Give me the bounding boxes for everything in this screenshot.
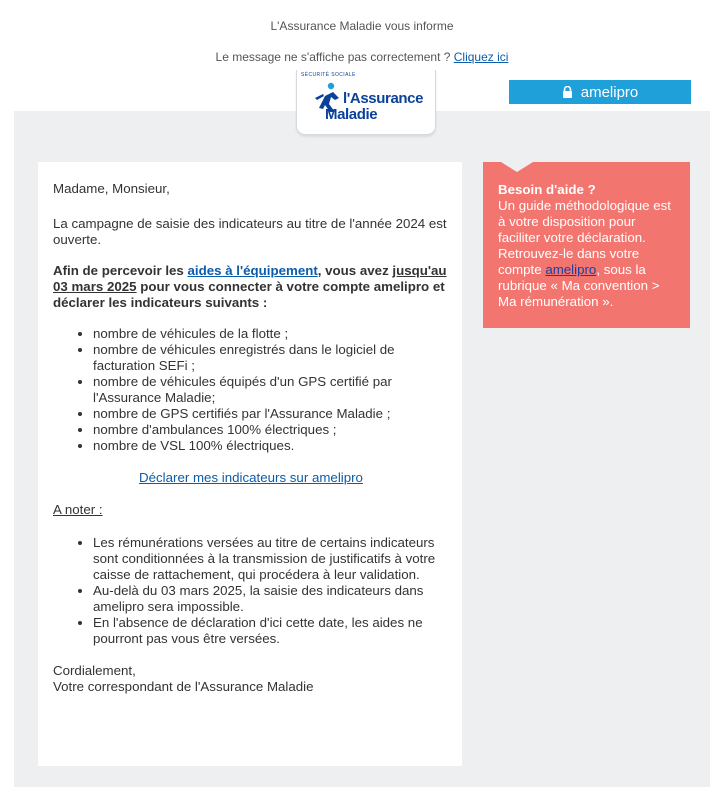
- help-amelipro-link[interactable]: amelipro: [545, 262, 597, 277]
- deadline-paragraph: [53, 263, 449, 311]
- deadline-text-c: pour vous connecter à votre compte amelipro et déclarer les indicateurs suivants :: [53, 279, 445, 310]
- preheader-text: L'Assurance Maladie vous informe: [270, 19, 454, 33]
- cta-paragraph: [53, 470, 449, 486]
- letter-card: [38, 162, 462, 766]
- logo-arc-text: SÉCURITÉ SOCIALE: [301, 72, 356, 78]
- amelipro-button-label: amelipro: [580, 83, 639, 101]
- deadline-date: jusqu'au 03 mars 2025: [53, 263, 447, 294]
- list-item: • nombre de GPS certifiés par l'Assurance Maladie ;: [93, 406, 449, 422]
- view-online-line: [0, 50, 724, 64]
- help-text: [498, 198, 680, 310]
- closing: Cordialement,: [53, 663, 136, 678]
- intro-paragraph: La campagne de saisie des indicateurs au titre de l'année 2024 est ouverte.: [53, 216, 447, 247]
- indicators-list: [53, 326, 449, 454]
- lock-icon: [562, 86, 573, 98]
- signature: Votre correspondant de l'Assurance Maladie: [53, 679, 314, 694]
- list-item: • nombre de véhicules équipés d'un GPS certifié par l'Assurance Maladie;: [93, 374, 449, 406]
- help-content: [498, 182, 680, 310]
- list-item: • Au-delà du 03 mars 2025, la saisie des indicateurs dans amelipro sera impossible.: [93, 583, 449, 615]
- notes-list: [53, 535, 449, 647]
- view-online-link[interactable]: Cliquez ici: [453, 50, 509, 64]
- help-box: [483, 162, 690, 328]
- greeting: Madame, Monsieur,: [53, 181, 170, 196]
- amelipro-button[interactable]: [509, 80, 691, 104]
- deadline-text-b: , vous avez: [317, 263, 393, 278]
- logo-text-line1: l'Assurance: [343, 90, 424, 107]
- help-box-notch: [501, 162, 533, 172]
- list-item: • nombre d'ambulances 100% électriques ;: [93, 422, 449, 438]
- letter-content: [53, 181, 449, 695]
- help-text-b: , sous la rubrique « Ma convention > Ma rémunération ».: [498, 262, 660, 309]
- list-item: • En l'absence de déclaration d'ici cette date, les aides ne pourront pas vous être versées.: [93, 615, 449, 647]
- list-item: • nombre de VSL 100% électriques.: [93, 438, 449, 454]
- help-text-a: Un guide méthodologique est à votre disposition pour faciliter votre déclaration. Retrouvez-le dans votre compte: [498, 198, 671, 277]
- aides-equipement-link[interactable]: aides à l'équipement: [187, 263, 318, 278]
- logo-text-line2: Maladie: [325, 106, 378, 123]
- declare-indicators-link[interactable]: Déclarer mes indicateurs sur amelipro: [139, 470, 363, 485]
- help-title: Besoin d'aide ?: [498, 182, 596, 197]
- list-item: • nombre de véhicules enregistrés dans le logiciel de facturation SEFi ;: [93, 342, 449, 374]
- list-item: • nombre de véhicules de la flotte ;: [93, 326, 449, 342]
- view-online-text: Le message ne s'affiche pas correctement ?: [215, 50, 454, 64]
- assurance-maladie-logo: [296, 70, 436, 135]
- deadline-text-a: Afin de percevoir les: [53, 263, 188, 278]
- list-item: • Les rémunérations versées au titre de certains indicateurs sont conditionnées à la transmission de justificatifs à votre caisse de rattachement, qui procédera à leur validation.: [93, 535, 449, 583]
- note-title: A noter :: [53, 502, 103, 517]
